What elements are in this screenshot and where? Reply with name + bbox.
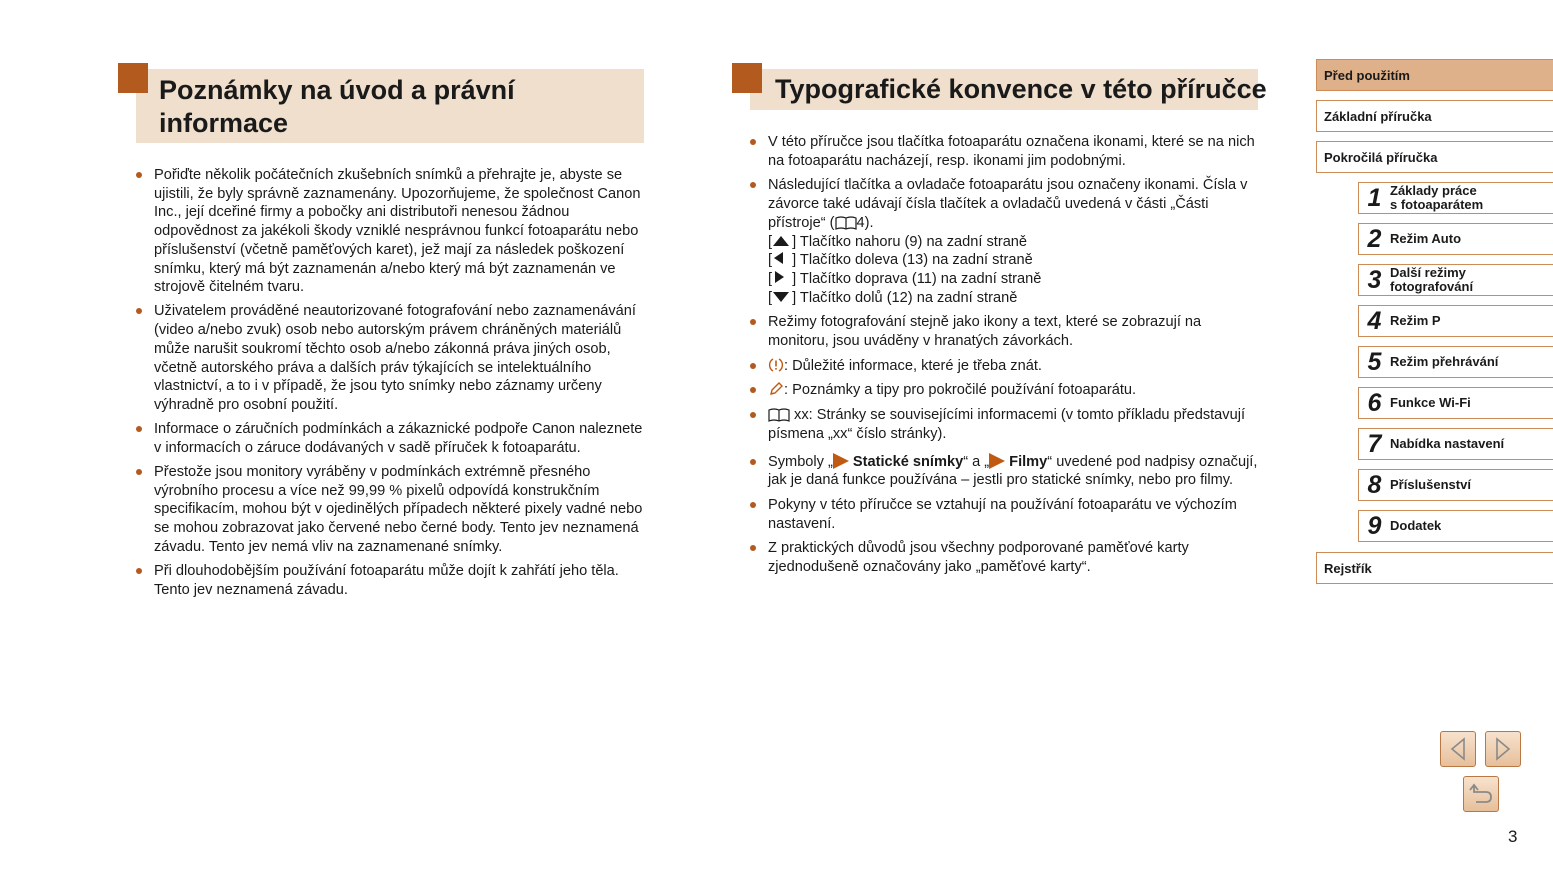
nav-chapter-5[interactable]: 5 Režim přehrávání [1358,346,1553,378]
return-button[interactable] [1463,776,1499,812]
return-arrow-icon [1468,782,1494,806]
nav-chapter-3[interactable]: 3 Další režimy fotografování [1358,264,1553,296]
list-item: Pořiďte několik počátečních zkušebních snímků a přehrajte je, abyste se ujistili, že byly správně zaznamenány. Upozorňujeme, že společnost Canon Inc., její dceřiné firmy a pobočky ani distributoři nenesou žádnou odpovědnost za jakékoli škody vzniklé nesprávnou funkcí fotoaparátu nebo příslušenství (včetně paměťových karet), jež mají za následek poškození snímku, který má být zaznamenán a/nebo který má být zaznamenán ve strojově čitelném tvaru. [136,166,648,297]
nav-basic-guide[interactable]: Základní příručka [1316,100,1553,132]
nav-chapter-8[interactable]: 8 Příslušenství [1358,469,1553,501]
right-arrow-icon [772,270,792,289]
book-icon [768,407,790,423]
nav-advanced-guide[interactable]: Pokročilá příručka [1316,141,1553,173]
page-number: 3 [1508,827,1518,846]
play-still-icon [833,453,849,469]
pencil-note-icon [768,382,784,398]
list-item: Informace o záručních podmínkách a zákaznické podpoře Canon naleznete v informacích o záruce dodávaných v sadě příruček k fotoaparátu. [136,420,648,457]
key-line-up: [ ] Tlačítko nahoru (9) na zadní straně [768,233,1028,250]
triangle-right-icon [1494,737,1512,761]
down-arrow-icon [772,289,792,308]
list-item: Následující tlačítka a ovladače fotoaparátu jsou označeny ikonami. Čísla v závorce také udávají čísla tlačítek a ovladačů uvedená v části „Části přístroje“ ( 4). [ ] Tlačítko nahoru (9) na zadní straně [ ] Tlačítko doleva (13) na zadní straně [ ] Tlačítko doprava (11) na zadní straně [ ] Tlačítko dolů (12) na zadní straně [750,176,1262,307]
previous-page-button[interactable] [1440,731,1476,767]
conventions-list [750,133,1262,583]
list-item: : Důležité informace, které je třeba znát. [750,357,1262,376]
legal-notes-list [136,166,648,605]
list-item: Z praktických důvodů jsou všechny podporované paměťové karty zjednodušeně označovány jako „paměťové karty“. [750,539,1262,576]
nav-index[interactable]: Rejstřík [1316,552,1553,584]
book-icon [835,215,857,231]
section-header-typography [750,69,1267,110]
list-item: xx: Stránky se souvisejícími informacemi (v tomto příkladu představují písmena „xx“ číslo stránky). [750,406,1262,443]
nav-chapter-9[interactable]: 9 Dodatek [1358,510,1553,542]
list-item: Přestože jsou monitory vyráběny v podmínkách extrémně přesného výrobního procesu a více než 99,99 % pixelů odpovídá konstrukčním specifikacím, mohou být v ojedinělých případech některé pixely vadné nebo se mohou zobrazovat jako červené nebo černé body. Tento jev neznamená závadu. Tento jev nemá vliv na zaznamenané snímky. [136,463,648,557]
list-item: Režimy fotografování stejně jako ikony a text, které se zobrazují na monitoru, jsou uváděny v hranatých závorkách. [750,313,1262,350]
list-item: Pokyny v této příručce se vztahují na používání fotoaparátu ve výchozím nastavení. [750,496,1262,533]
header-square-marker [118,63,148,93]
header-square-marker [732,63,762,93]
section-title-typography: Typografické konvence v této příručce [775,74,1267,104]
section-title-legal: Poznámky na úvod a právní informace [159,75,515,138]
nav-chapter-2[interactable]: 2 Režim Auto [1358,223,1553,255]
key-line-down: [ ] Tlačítko dolů (12) na zadní straně [768,289,1018,306]
key-line-right: [ ] Tlačítko doprava (11) na zadní straně [768,270,1042,287]
list-item: : Poznámky a tipy pro pokročilé používání fotoaparátu. [750,381,1262,400]
nav-chapter-4[interactable]: 4 Režim P [1358,305,1553,337]
nav-before-use[interactable]: Před použitím [1316,59,1553,91]
key-line-left: [ ] Tlačítko doleva (13) na zadní straně [768,252,1033,269]
play-movie-icon [989,453,1005,469]
list-item: Uživatelem prováděné neautorizované fotografování nebo zaznamenávání (video a/nebo zvuk) osob nebo autorským právem chráněných materiálů může narušit soukromí těchto osob a/nebo zákonná práva jiných osob, včetně autorského práva a dalších práv týkajících se intelektuálního vlastnictví, a to i v případě, že jsou tyto snímky nebo záznamy určeny výhradně pro osobní použití. [136,302,648,414]
important-icon [768,358,784,374]
list-item: Při dlouhodobějším používání fotoaparátu může dojít k zahřátí jeho těla. Tento jev neznamená závadu. [136,562,648,599]
nav-chapter-7[interactable]: 7 Nabídka nastavení [1358,428,1553,460]
section-header-legal [136,69,644,143]
list-item: Symboly „ Statické snímky“ a „ Filmy“ uvedené pod nadpisy označují, jak je daná funkce používána – jestli pro statické snímky, nebo pro filmy. [750,453,1262,490]
up-arrow-icon [772,233,792,252]
next-page-button[interactable] [1485,731,1521,767]
triangle-left-icon [1449,737,1467,761]
list-item: V této příručce jsou tlačítka fotoaparátu označena ikonami, které se na nich na fotoaparátu nacházejí, resp. ikonami jim podobnými. [750,133,1262,170]
nav-chapter-1[interactable]: 1 Základy práce s fotoaparátem [1358,182,1553,214]
left-arrow-icon [772,251,792,270]
nav-chapter-6[interactable]: 6 Funkce Wi-Fi [1358,387,1553,419]
